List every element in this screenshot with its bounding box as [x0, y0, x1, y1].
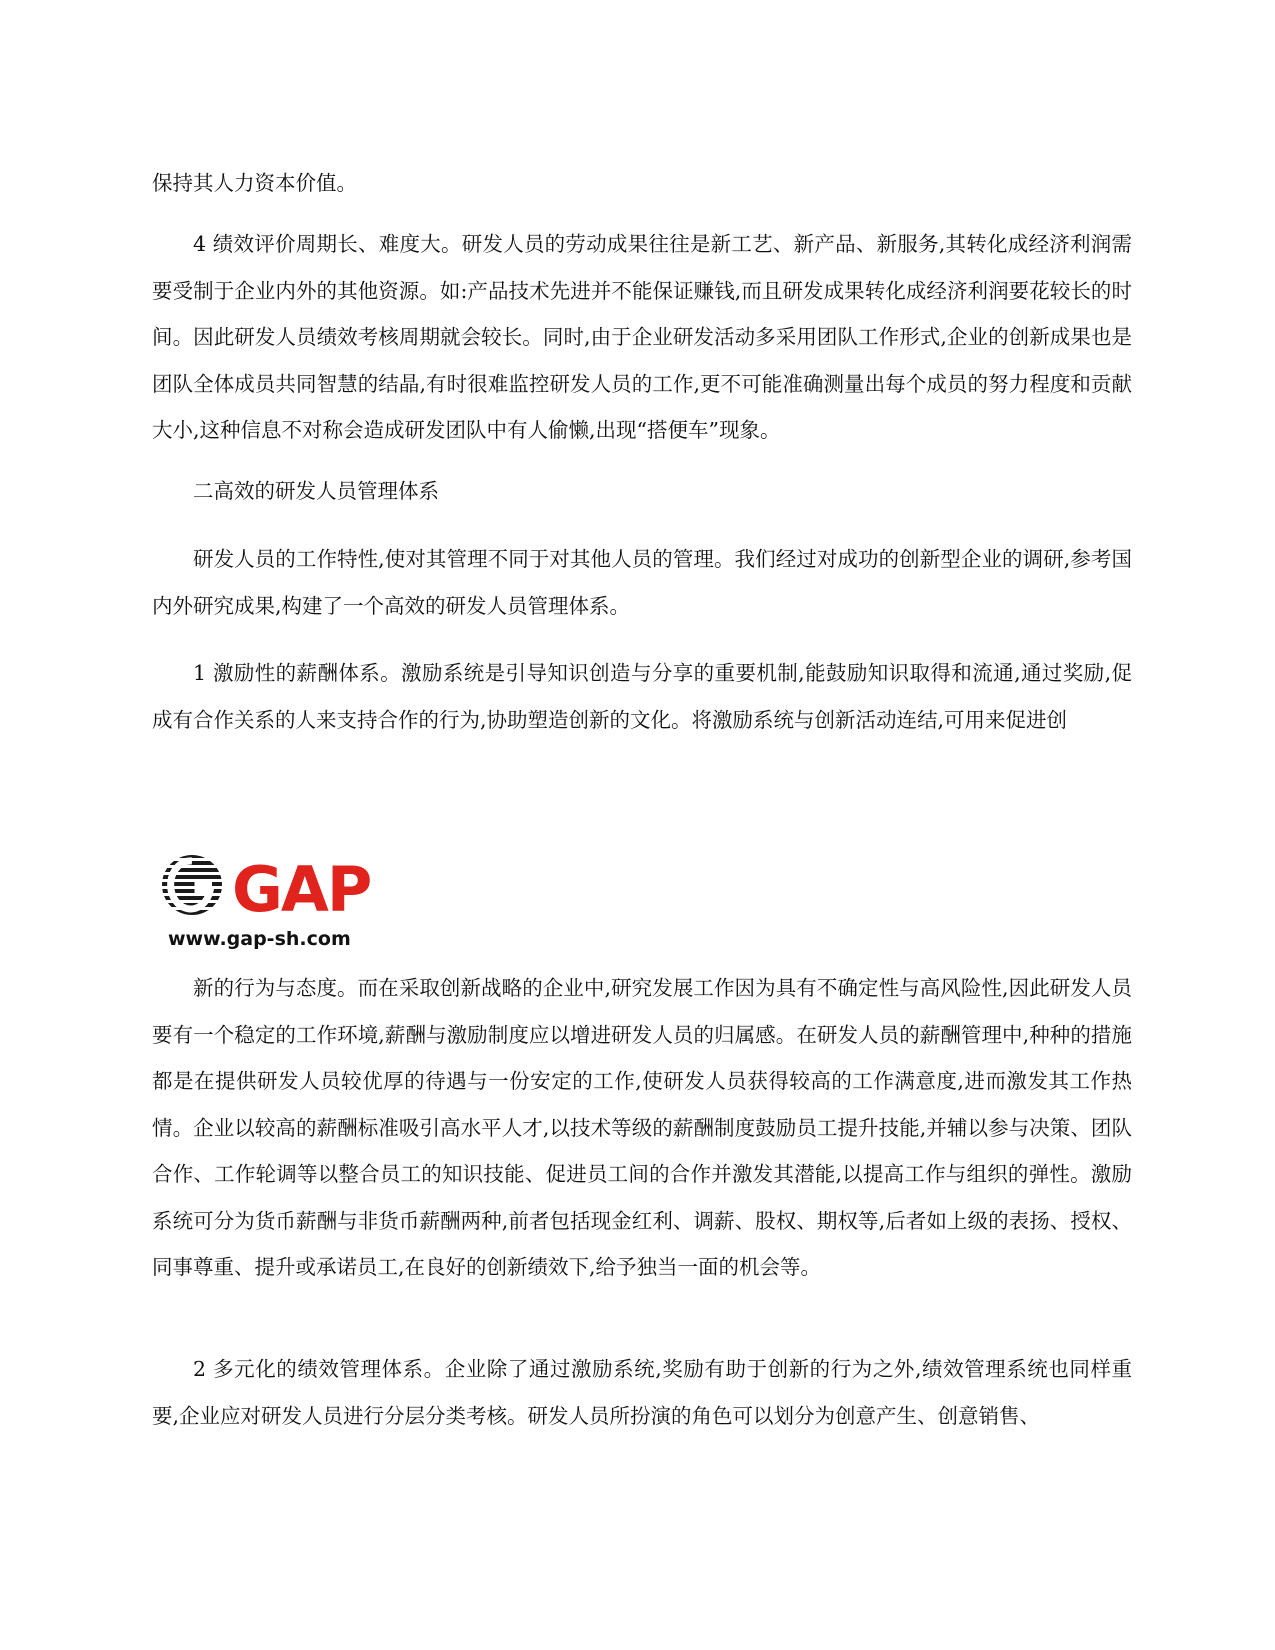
paragraph-point-4: 4 绩效评价周期长、难度大。研发人员的劳动成果往往是新工艺、新产品、新服务,其转化成经济利润需要受制于企业内外的其他资源。如:产品技术先进并不能保证赚钱,而且研发成果转化成经济利润要花较长的时间。因此研发人员绩效考核周期就会较长。同时,由于企业研发活动多采用团队工作形式,企业的创新成果也是团队全体成员共同智慧的结晶,有时很难监控研发人员的工作,更不可能准确测量出每个成员的努力程度和贡献大小,这种信息不对称会造成研发团队中有人偷懒,出现“搭便车”现象。 [152, 232, 1132, 442]
paragraph-continuation-2: 新的行为与态度。而在采取创新战略的企业中,研究发展工作因为具有不确定性与高风险性,因此研发人员要有一个稳定的工作环境,薪酬与激励制度应以增进研发人员的归属感。在研发人员的薪酬管理中,种种的措施都是在提供研发人员较优厚的待遇与一份安定的工作,使研发人员获得较高的工作满意度,进而激发其工作热情。企业以较高的薪酬标准吸引高水平人才,以技术等级的薪酬制度鼓励员工提升技能,并辅以参与决策、团队合作、工作轮调等以整合员工的知识技能、促进员工间的合作并激发其潜能,以提高工作与组织的弹性。激励系统可分为货币薪酬与非货币薪酬两种,前者包括现金红利、调薪、股权、期权等,后者如上级的表扬、授权、同事尊重、提升或承诺员工,在良好的创新绩效下,给予独当一面的机会等。 [152, 976, 1132, 1279]
gap-wordmark [232, 853, 370, 926]
svg-text:GAP: GAP [232, 853, 371, 926]
section-heading: 二高效的研发人员管理体系 [193, 479, 439, 503]
gap-logo [152, 843, 404, 955]
logo-url: www.gap-sh.com [168, 928, 351, 950]
paragraph-continuation: 保持其人力资本价值。 [152, 171, 357, 195]
paragraph-intro: 研发人员的工作特性,使对其管理不同于对其他人员的管理。我们经过对成功的创新型企业的调研,参考国内外研究成果,构建了一个高效的研发人员管理体系。 [152, 547, 1132, 618]
paragraph-point-2: 2 多元化的绩效管理体系。企业除了通过激励系统,奖励有助于创新的行为之外,绩效管理系统也同样重要,企业应对研发人员进行分层分类考核。研发人员所扮演的角色可以划分为创意产生、创意销售、 [152, 1357, 1132, 1428]
paragraph-point-1: 1 激励性的薪酬体系。激励系统是引导知识创造与分享的重要机制,能鼓励知识取得和流通,通过奖励,促成有合作关系的人来支持合作的行为,协助塑造创新的文化。将激励系统与创新活动连结,可用来促进创 [152, 661, 1132, 732]
